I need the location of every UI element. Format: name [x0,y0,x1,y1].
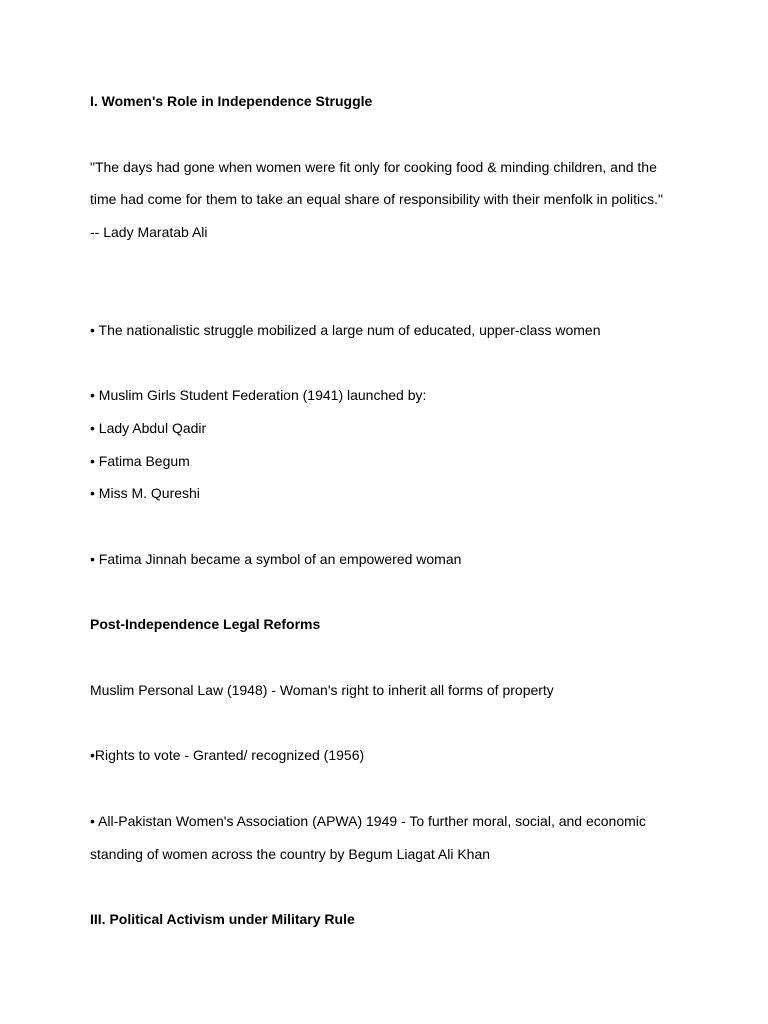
quote-line-1: "The days had gone when women were fit only for cooking food & minding children, and the [90,159,657,175]
section-heading-independence: I. Women's Role in Independence Struggle [90,93,373,109]
muslim-personal-law-line: Muslim Personal Law (1948) - Woman's right to inherit all forms of property [90,682,554,698]
rights-to-vote-line: •Rights to vote - Granted/ recognized (1956) [90,747,365,763]
bullet-nationalistic-struggle: • The nationalistic struggle mobilized a large num of educated, upper-class women [90,322,601,338]
apwa-line-1: • All-Pakistan Women's Association (APWA) 1949 - To further moral, social, and economic [90,813,646,829]
section-heading-military-rule: III. Political Activism under Military Rule [90,911,355,927]
list-item-founder: • Miss M. Qureshi [90,485,200,501]
quote-attribution: -- Lady Maratab Ali [90,224,208,240]
bullet-fatima-jinnah: • Fatima Jinnah became a symbol of an empowered woman [90,551,462,567]
list-item-founder: • Fatima Begum [90,453,190,469]
list-item-founder: • Lady Abdul Qadir [90,420,207,436]
apwa-line-2: standing of women across the country by Begum Liagat Ali Khan [90,846,491,862]
section-heading-legal-reforms: Post-Independence Legal Reforms [90,616,321,632]
bullet-student-federation: • Muslim Girls Student Federation (1941) launched by: [90,387,427,403]
quote-line-2: time had come for them to take an equal share of responsibility with their menfolk in politics." [90,191,664,207]
